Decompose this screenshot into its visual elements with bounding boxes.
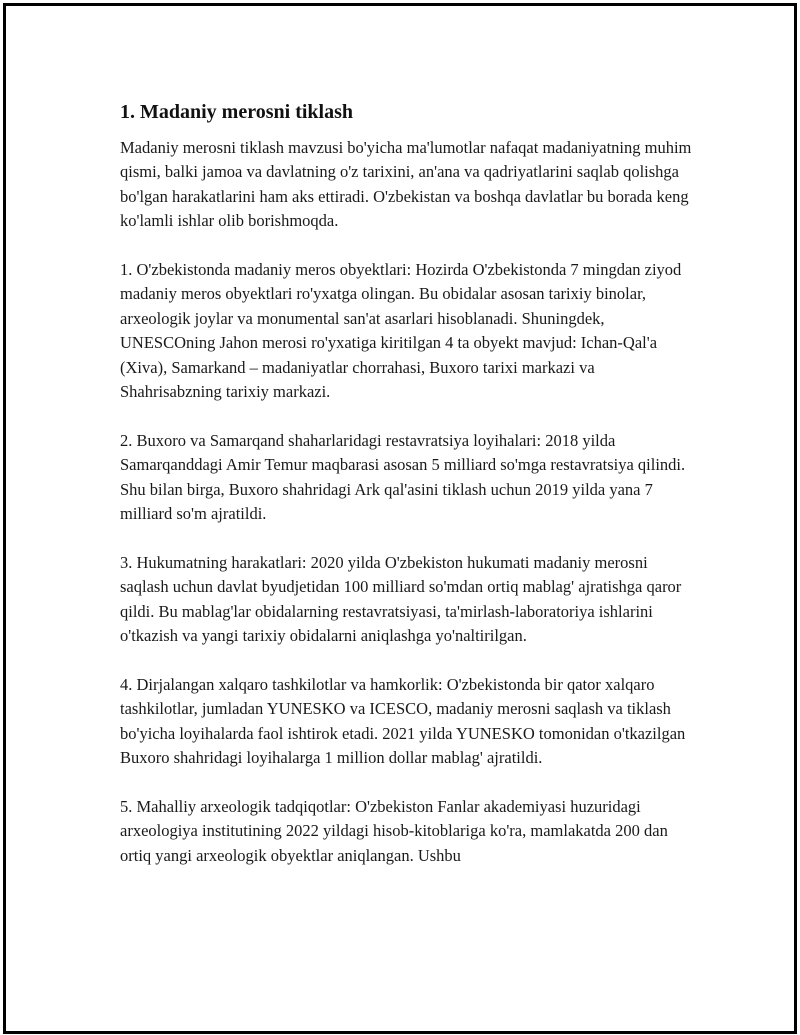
page-frame [3,3,797,1034]
paragraph-government-actions: 3. Hukumatning harakatlari: 2020 yilda O'zbekiston hukumati madaniy merosni saqlash uchun davlat byudjetidan 100 milliard so'mdan ortiq mablag' ajratishga qaror qildi. Bu mablag'lar obidalarning restavratsiyasi, ta'mirlash-laboratoriya ishlarini o'tkazish va yangi tarixiy obidalarni aniqlashga yo'naltirilgan. [120,552,682,646]
intro-paragraph: Madaniy merosni tiklash mavzusi bo'yicha ma'lumotlar nafaqat madaniyatning muhim qismi, balki jamoa va davlatning o'z tarixini, an'ana va qadriyatlarini saqlab qolishga bo'lgan harakatlarini ham aks ettiradi. O'zbekistan va boshqa davlatlar bu borada keng ko'lamli ishlar olib borishmoqda. [120,138,692,231]
paragraph-international-cooperation: 4. Dirjalangan xalqaro tashkilotlar va hamkorlik: O'zbekistonda bir qator xalqaro tashkilotlar, jumladan YUNESKO va ICESCO, madaniy merosni saqlash va tiklash bo'yicha loyihalarda faol ishtirok etadi. 2021 yilda YUNESKO tomonidan o'tkazilgan Buxoro shahridagi loyihalarga 1 million dollar mablag' ajratildi. [120,674,686,768]
section-heading: 1. Madaniy merosni tiklash [120,101,353,123]
paragraph-heritage-objects: 1. O'zbekistonda madaniy meros obyektlari: Hozirda O'zbekistonda 7 mingdan ziyod madaniy meros obyektlari ro'yxatga olingan. Bu obidalar asosan tarixiy binolar, arxeologik joylar va monumental san'at asarlari hisoblanadi. Shuningdek, UNESCOning Jahon merosi ro'yxatiga kiritilgan 4 ta obyekt mavjud: Ichan-Qal'a (Xiva), Samarkand – madaniyatlar chorrahasi, Buxoro tarixi markazi va Shahrisabzning tarixiy markazi. [120,260,682,402]
paragraph-archaeological-research: 5. Mahalliy arxeologik tadqiqotlar: O'zbekiston Fanlar akademiyasi huzuridagi arxeologiya institutining 2022 yildagi hisob-kitoblariga ko'ra, mamlakatda 200 dan ortiq yangi arxeologik obyektlar aniqlangan. Ushbu [120,796,668,865]
document-body [120,98,700,893]
paragraph-restoration-projects: 2. Buxoro va Samarqand shaharlaridagi restavratsiya loyihalari: 2018 yilda Samarqanddagi Amir Temur maqbarasi asosan 5 milliard so'mga restavratsiya qilindi. Shu bilan birga, Buxoro shahridagi Ark qal'asini tiklash uchun 2019 yilda yana 7 milliard so'm ajratildi. [120,430,686,524]
